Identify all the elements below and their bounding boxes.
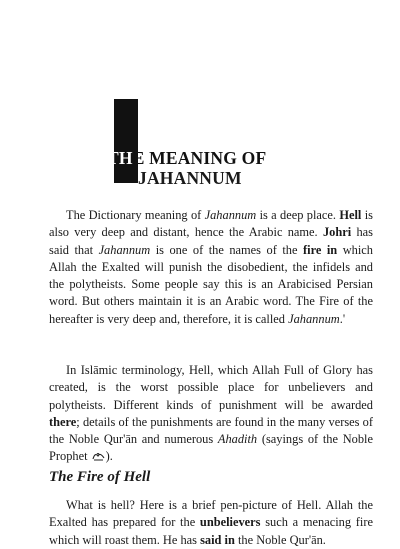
text-span: (sayings of the Noble Prophet [49,432,373,464]
text-span: is a deep place. [256,208,340,222]
term-said-in: said in [200,532,235,547]
paragraph-what-is-hell [49,497,373,549]
chapter-title-line1-rest: E MEANING OF [132,148,267,168]
text-span: the Noble Qur'ān. [234,532,326,547]
term-unbelievers: unbelievers [199,515,261,530]
text-span: ; details of the punishments are found in the many verses of the Noble Qur'ān and numerous [49,414,373,447]
chapter-title-first-letters: TH [107,148,133,168]
text-span: has said that [49,225,373,257]
section-heading-fire-of-hell: The Fire of Hell [49,469,151,485]
term-hell: Hell [339,208,362,222]
text-span: The Dictionary meaning of [66,208,205,222]
text-span: is one of the names of the [150,242,303,257]
paragraph-dictionary-meaning [49,207,373,328]
chapter-title-line2: JAHANNUM [138,168,242,188]
chapter-title [107,148,266,188]
term-there: there [49,414,77,429]
term-jahannum: Jahannum [98,242,151,257]
salutation-glyph-icon [92,451,105,461]
text-span: .' [339,311,346,326]
term-jahannum: Jahannum [204,208,257,222]
name-johri: Johri [322,225,352,240]
text-span: ). [105,449,113,464]
paragraph-islamic-terminology [49,362,373,466]
term-jahannum: Jahannum [288,311,340,326]
text-span: is also very deep and distant, hence the Arabic name. [49,208,373,240]
term-fire-in: fire in [303,242,338,257]
text-span: which Allah the Exalted will punish the disobedient, the infidels and the polytheists. Some people say this is an Arabicised Persian word. But others maintain it is an Arabic word. The Fire of the hereafter is very deep and, therefore, it is called [49,242,373,326]
text-span: In Islāmic terminology, Hell, which Allah Full of Glory has created, is the worst possible place for unbelievers and polytheists. Different kinds of punishment will be awarded [49,363,373,412]
term-ahadith: Ahadith [217,432,258,447]
text-span: such a menacing fire which will roast them. He has [49,515,373,547]
text-span: What is hell? Here is a brief pen-picture of Hell. Allah the Exalted has prepared for the [49,498,373,530]
